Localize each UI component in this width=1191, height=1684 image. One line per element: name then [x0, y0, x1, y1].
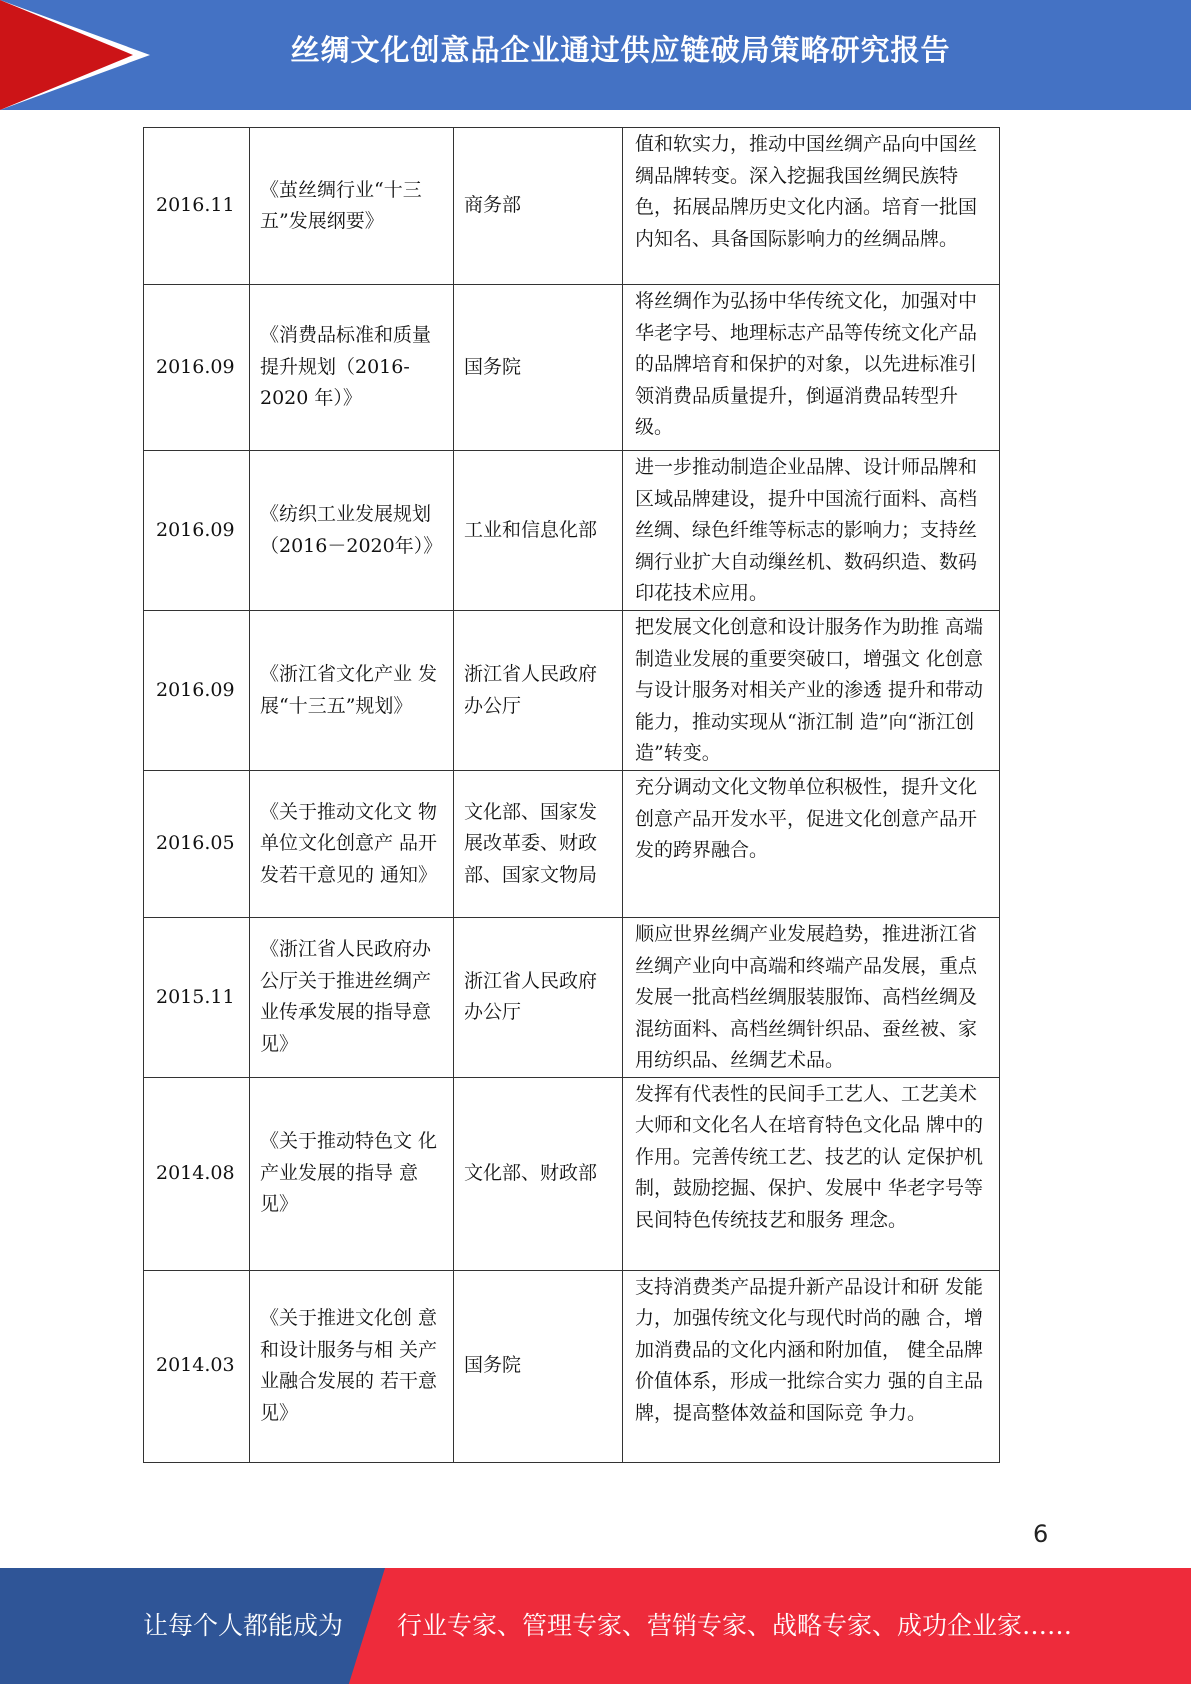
row-department: 文化部、财政部: [454, 1077, 623, 1270]
row-date: 2016.05: [144, 771, 250, 918]
row-document: 《浙江省人民政府办公厅关于推进丝绸产业传承发展的指导意见》: [250, 918, 454, 1078]
row-content: 充分调动文化文物单位积极性，提升文化创意产品开发水平，促进文化创意产品开发的跨界融合。: [623, 771, 1000, 918]
table-row: [144, 611, 1000, 771]
table-row: [144, 1077, 1000, 1270]
table-row: [144, 918, 1000, 1078]
row-date: 2016.09: [144, 451, 250, 611]
row-content: 值和软实力，推动中国丝绸产品向中国丝绸品牌转变。深入挖掘我国丝绸民族特色，拓展品牌历史文化内涵。培育一批国内知名、具备国际影响力的丝绸品牌。: [623, 128, 1000, 285]
row-department: 商务部: [454, 128, 623, 285]
row-content: 顺应世界丝绸产业发展趋势，推进浙江省丝绸产业向中高端和终端产品发展，重点发展一批高档丝绸服装服饰、高档丝绸及混纺面料、高档丝绸针织品、蚕丝被、家用纺织品、丝绸艺术品。: [623, 918, 1000, 1078]
row-document: 《浙江省文化产业 发展“十三五”规划》: [250, 611, 454, 771]
row-content: 发挥有代表性的民间手工艺人、工艺美术大师和文化名人在培育特色文化品 牌中的作用。完善传统工艺、技艺的认 定保护机制，鼓励挖掘、保护、发展中 华老字号等民间特色传统技艺和服务 理念。: [623, 1077, 1000, 1270]
row-department: 浙江省人民政府办公厅: [454, 918, 623, 1078]
row-content: 进一步推动制造企业品牌、设计师品牌和区域品牌建设，提升中国流行面料、高档丝绸、绿色纤维等标志的影响力；支持丝绸行业扩大自动缫丝机、数码织造、数码印花技术应用。: [623, 451, 1000, 611]
table-row: [144, 285, 1000, 451]
row-date: 2014.03: [144, 1270, 250, 1462]
row-document: 《关于推进文化创 意和设计服务与相 关产业融合发展的 若干意见》: [250, 1270, 454, 1462]
row-document: 《关于推动文化文 物单位文化创意产 品开发若干意见的 通知》: [250, 771, 454, 918]
row-date: 2016.09: [144, 611, 250, 771]
row-content: 将丝绸作为弘扬中华传统文化，加强对中华老字号、地理标志产品等传统文化产品的品牌培育和保护的对象，以先进标准引领消费品质量提升，倒逼消费品转型升级。: [623, 285, 1000, 451]
row-department: 浙江省人民政府 办公厅: [454, 611, 623, 771]
row-content: 支持消费类产品提升新产品设计和研 发能力，加强传统文化与现代时尚的融 合，增加消费品的文化内涵和附加值， 健全品牌价值体系，形成一批综合实力 强的自主品牌，提高整体效益和国际竞 争力。: [623, 1270, 1000, 1462]
table-row: [144, 451, 1000, 611]
row-date: 2015.11: [144, 918, 250, 1078]
policy-table: [143, 127, 1000, 1463]
footer-slogan-right: 行业专家、管理专家、营销专家、战略专家、成功企业家……: [397, 1611, 1073, 1640]
table-row: [144, 128, 1000, 285]
row-department: 工业和信息化部: [454, 451, 623, 611]
row-content: 把发展文化创意和设计服务作为助推 高端制造业发展的重要突破口，增强文 化创意与设计服务对相关产业的渗透 提升和带动能力，推动实现从“浙江制 造”向“浙江创造”转变。: [623, 611, 1000, 771]
row-date: 2016.09: [144, 285, 250, 451]
row-date: 2016.11: [144, 128, 250, 285]
report-title: 丝绸文化创意品企业通过供应链破局策略研究报告: [290, 33, 951, 67]
table-row: [144, 1270, 1000, 1462]
row-document: 《关于推动特色文 化产业发展的指导 意见》: [250, 1077, 454, 1270]
row-document: 《纺织工业发展规划（2016－2020年）》: [250, 451, 454, 611]
footer-slogan-left: 让每个人都能成为: [143, 1611, 344, 1640]
table-row: [144, 771, 1000, 918]
page-header: [0, 0, 1191, 110]
header-chevron-icon: [0, 0, 133, 110]
page-number: 6: [1033, 1520, 1049, 1548]
row-department: 国务院: [454, 1270, 623, 1462]
row-document: 《消费品标准和质量提升规划（2016-2020 年）》: [250, 285, 454, 451]
row-date: 2014.08: [144, 1077, 250, 1270]
row-department: 文化部、国家发 展改革委、财政 部、国家文物局: [454, 771, 623, 918]
row-department: 国务院: [454, 285, 623, 451]
row-document: 《茧丝绸行业“十三五”发展纲要》: [250, 128, 454, 285]
page-footer: [0, 1568, 1191, 1684]
